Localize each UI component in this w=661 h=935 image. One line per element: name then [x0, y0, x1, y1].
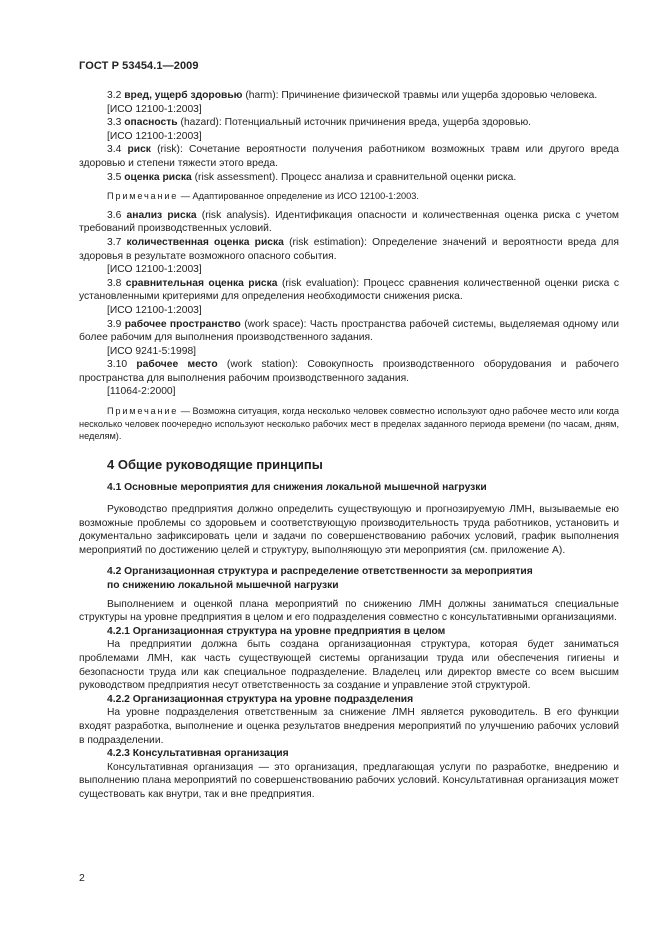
definition-3-8: 3.8 сравнительная оценка риска (risk evaluation): Процесс сравнения количественной оценки риска с установленными критериями для определения необходимости снижения риска. [79, 277, 619, 303]
definition-3-10: 3.10 рабочее место (work station): Совокупность производственного оборудования и рабочего пространства для выполнения рабочим производственного задания. [79, 359, 619, 384]
page-number: 2 [79, 872, 85, 884]
definition-3-4: 3.4 риск (risk): Сочетание вероятности получения работником возможных травм или другого вреда здоровью и степени тяжести этого вреда. [79, 144, 619, 169]
definition-3-2: 3.2 вред, ущерб здоровью (harm): Причинение физической травмы или ущерба здоровью человека. [107, 90, 598, 101]
note-1: Примечание — Адаптированное определение из ИСО 12100-1:2003. [107, 191, 419, 202]
definition-3-3: 3.3 опасность (hazard): Потенциальный источник причинения вреда, ущерба здоровью. [107, 117, 532, 129]
subsection-4-2-1-title: 4.2.1 Организационная структура на уровне предприятия в целом [107, 625, 446, 637]
definition-3-7: 3.7 количественная оценка риска (risk estimation): Определение значений и вероятности вреда для здоровья в результате возможного опасного события. [79, 236, 619, 262]
document-body [79, 89, 619, 802]
definition-3-6: 3.6 анализ риска (risk analysis). Идентификация опасности и количественная оценка риска с учетом требований производственных условий. [79, 209, 619, 235]
document-header: ГОСТ Р 53454.1—2009 [79, 60, 199, 72]
note-2: Примечание — Возможна ситуация, когда несколько человек совместно используют одно рабочее место или когда несколько человек поочередно используют несколько рабочих мест в пределах заданного периода времени (по часам, дням, неделям). [79, 406, 619, 442]
subsection-4-2-3-title: 4.2.3 Консультативная организация [107, 748, 289, 760]
subsection-4-1-text: Руководство предприятия должно определить существующую и прогнозируемую ЛМН, вызываемые ею возможные проблемы со здоровьем и соответствующую производительность труда работников, установить и документально зафиксировать цели и задачи по совершенствованию рабочих условий, график выполнения мероприятий по достижению целей и структуру, выполняющую эти мероприятия (см. приложение А). [79, 504, 619, 556]
subsection-4-2-text: Выполнением и оценкой плана мероприятий по снижению ЛМН должны заниматься специальные структуры на уровне предприятия в целом и его подразделения совместно с консультативными организациями. [79, 598, 619, 624]
definition-ref: [ИСО 12100-1:2003] [107, 103, 202, 115]
definition-3-9: 3.9 рабочее пространство (work space): Часть пространства рабочей системы, выделяемая одному или более рабочим для выполнения производственного задания. [79, 318, 620, 344]
definition-ref: [ИСО 9241-5:1998] [107, 345, 197, 357]
section-title: 4 Общие руководящие принципы [107, 456, 323, 472]
subsection-4-1-title: 4.1 Основные мероприятия для снижения локальной мышечной нагрузки [107, 482, 487, 494]
subsection-4-2-1-text: На предприятии должна быть создана организационная структура, которая будет заниматься проблемами ЛМН, как часть существующей системы организации труда или обеспечения гигиены и безопасности труда или как специальное подразделение. Владелец или директор вместе со всем высшим руководством предприятия несут ответственность за создание и управление этой структурой. [79, 639, 619, 692]
definition-ref: [ИСО 12100-1:2003] [107, 264, 202, 276]
subsection-4-2-2-text: На уровне подразделения ответственным за снижение ЛМН является руководитель. В его функции входят разработка, выполнение и оценка результатов внедрения мероприятий по улучшению рабочих условий в подразделении. [79, 707, 619, 746]
subsection-4-2-title: 4.2 Организационная структура и распределение ответственности за мероприятия по снижению локальной мышечной нагрузки [107, 566, 533, 591]
subsection-4-2-2-title: 4.2.2 Организационная структура на уровне подразделения [107, 693, 414, 705]
definition-3-5: 3.5 оценка риска (risk assessment). Процесс анализа и сравнительной оценки риска. [107, 171, 517, 183]
definition-ref: [ИСО 12100-1:2003] [107, 130, 202, 142]
definition-ref: [ИСО 12100-1:2003] [107, 304, 202, 316]
subsection-4-2-3-text: Консультативная организация — это организация, предлагающая услуги по разработке, внедрению и выполнению плана мероприятий по совершенствованию рабочих условий. Консультативная организация может существовать как внутри, так и вне предприятия. [79, 761, 619, 800]
definition-ref: [11064-2:2000] [107, 386, 176, 398]
